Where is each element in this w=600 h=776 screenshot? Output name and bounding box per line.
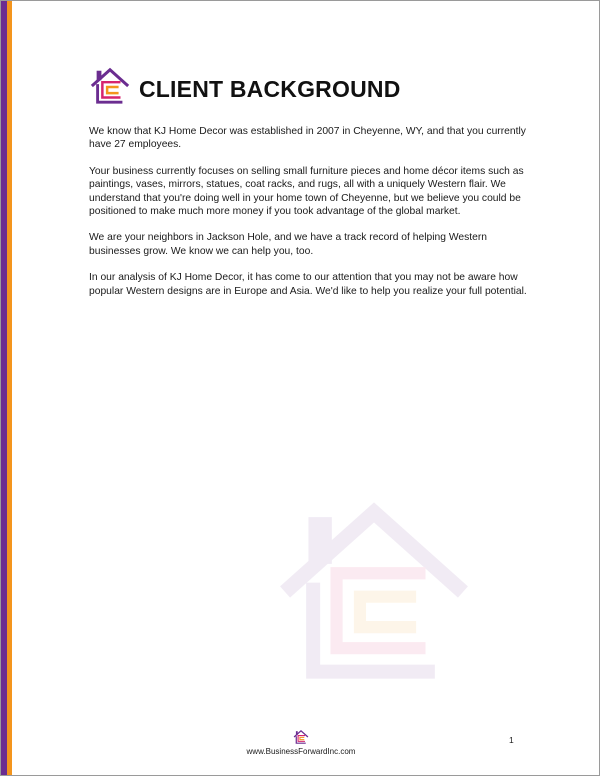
paragraph: In our analysis of KJ Home Decor, it has come to our attention that you may not be aware how popular Western designs are in Europe and Asia. We'd like to help you realize your full potential. (89, 272, 527, 297)
side-stripe-orange (7, 1, 12, 775)
paragraph: Your business currently focuses on selling small furniture pieces and home décor items such as paintings, vases, mirrors, statues, coat racks, and rugs, all with a uniquely Western flair. We understand that you're doing well in your home town of Cheyenne, but we believe you could be positioned to make much more money if you took advantage of the global market. (89, 165, 524, 218)
page-title: CLIENT BACKGROUND (139, 75, 401, 102)
page-number: 1 (509, 735, 514, 745)
house-logo-icon (89, 65, 131, 107)
page-header (89, 63, 401, 109)
body-text (89, 125, 529, 311)
paragraph: We are your neighbors in Jackson Hole, and we have a track record of helping Western businesses grow. We know we can help you, too. (89, 232, 487, 257)
footer-url: www.BusinessForwardInc.com (246, 747, 356, 756)
paragraph: We know that KJ Home Decor was established in 2007 in Cheyenne, WY, and that you currently have 27 employees. (89, 126, 526, 151)
footer-house-logo-icon (293, 729, 309, 745)
house-watermark-icon (271, 489, 477, 695)
